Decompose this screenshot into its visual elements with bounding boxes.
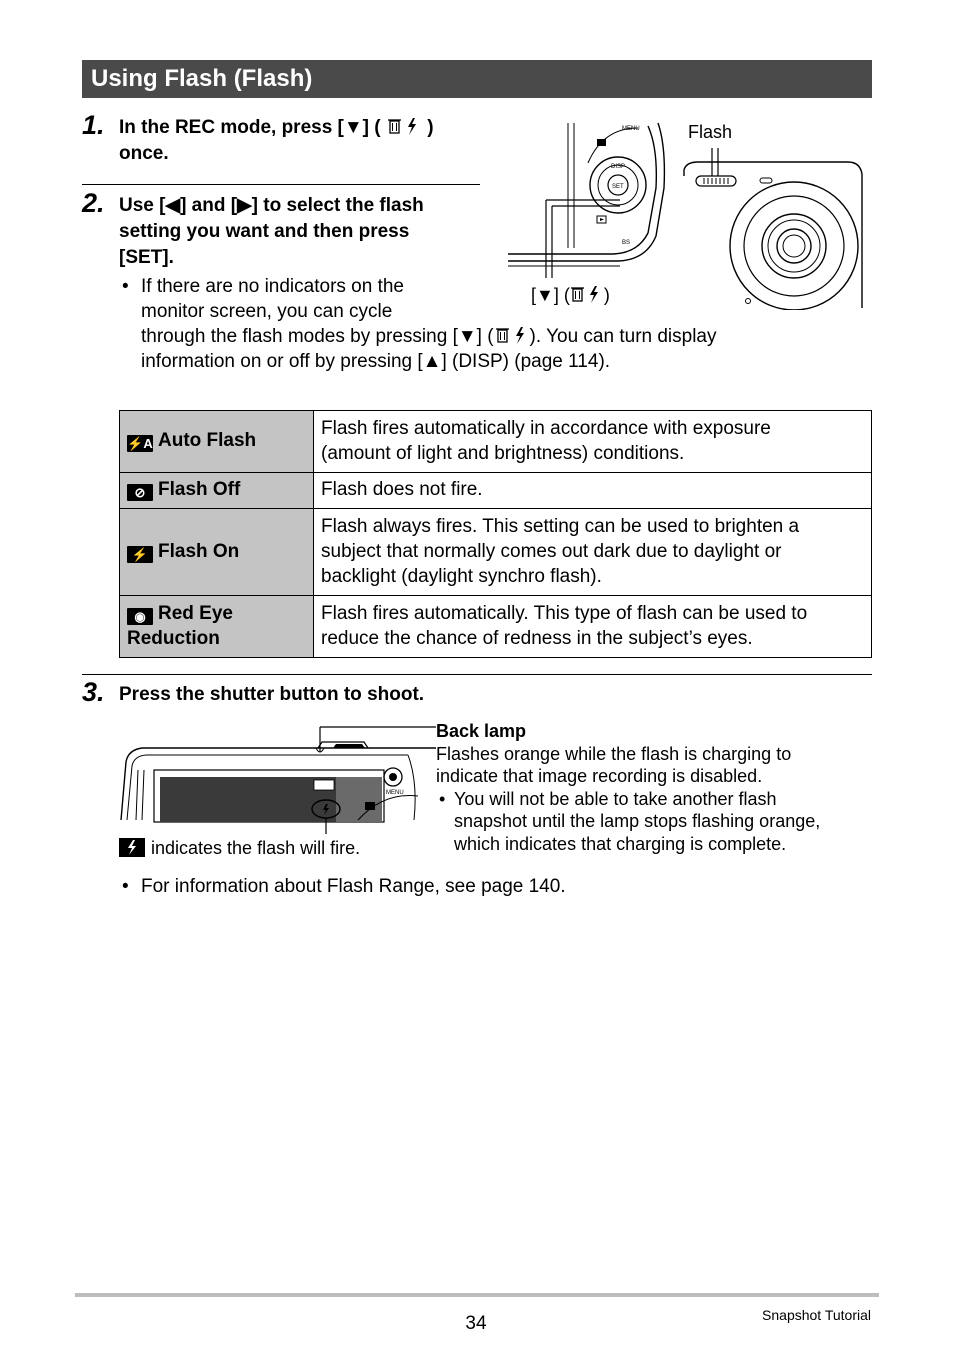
mode-label-cell xyxy=(120,473,314,509)
mode-description-line: subject that normally comes out dark due to daylight or xyxy=(321,540,782,562)
step-2-line: setting you want and then press xyxy=(119,221,410,242)
note-line3-a: through the flash modes by pressing [▼] ( xyxy=(141,326,494,347)
table-row xyxy=(120,596,872,658)
note-line: information on or off by pressing [▲] (DISP) (page 114). xyxy=(141,351,611,372)
indicator-caption: indicates the flash will fire. xyxy=(151,838,361,858)
section-title: Using Flash (Flash) xyxy=(91,65,313,92)
menu-mark: MENU xyxy=(622,126,640,132)
step-divider xyxy=(82,674,872,675)
camera-back-illustration xyxy=(118,722,438,834)
flash-off-icon: ⊘ xyxy=(127,484,153,501)
back-lamp-bullet-line: You will not be able to take another flash xyxy=(454,788,777,809)
mode-description-cell xyxy=(314,596,872,658)
mode-description-cell xyxy=(314,473,872,509)
step-1-text-a: In the REC mode, press [▼] ( xyxy=(119,117,381,138)
mode-description-line: Flash does not fire. xyxy=(321,479,483,500)
step-2-line: [SET]. xyxy=(119,247,174,268)
step-1-text xyxy=(119,115,489,141)
step-2-text xyxy=(119,193,489,271)
mode-label-cell xyxy=(120,411,314,473)
down-button-label-b: ) xyxy=(603,285,610,305)
mode-description-line: Flash fires automatically in accordance with exposure xyxy=(321,417,771,439)
step-1-number: 1. xyxy=(82,110,105,140)
footer-rule xyxy=(75,1293,879,1297)
footer-section: Snapshot Tutorial xyxy=(762,1307,871,1323)
trash-flash-icon xyxy=(386,116,422,136)
note-line xyxy=(141,324,801,349)
step-2-number: 2. xyxy=(82,188,105,218)
section-title-bar xyxy=(82,60,872,98)
note-bullet: • xyxy=(122,876,129,897)
step-3-number: 3. xyxy=(82,677,105,707)
step-1-text-b: ) xyxy=(427,117,434,138)
note-line: monitor screen, you can cycle xyxy=(141,301,393,322)
mode-label: Flash On xyxy=(158,540,240,562)
bs-mark: BS xyxy=(622,240,631,246)
back-lamp-bullet-line: which indicates that charging is complete. xyxy=(454,833,787,854)
mode-label: Auto Flash xyxy=(158,430,257,451)
mode-label: Flash Off xyxy=(158,479,241,500)
trash-flash-icon xyxy=(494,325,530,345)
down-button-label xyxy=(531,284,610,306)
mode-description-line: Flash always fires. This setting can be used to brighten a xyxy=(321,515,800,537)
step-divider xyxy=(82,184,480,185)
flash-label: Flash xyxy=(688,122,733,142)
mode-description-line: Flash fires automatically. This type of flash can be used to xyxy=(321,602,808,624)
camera-figure xyxy=(508,118,872,310)
page-number: 34 xyxy=(465,1313,487,1334)
mode-label: Reduction xyxy=(127,627,220,649)
mode-description-cell xyxy=(314,411,872,473)
step-3-text: Press the shutter button to shoot. xyxy=(119,684,425,705)
back-lamp-bullet-line: snapshot until the lamp stops flashing orange, xyxy=(454,811,821,831)
back-lamp-figure xyxy=(118,722,438,834)
flash-auto-icon: ⚡A xyxy=(127,436,153,451)
back-lamp-bullet xyxy=(436,788,876,856)
table-row xyxy=(120,411,872,473)
table-row xyxy=(120,473,872,509)
flash-on-icon: ⚡ xyxy=(127,546,153,563)
flash-modes-table xyxy=(119,410,872,658)
step-1-text-c: once. xyxy=(119,143,169,164)
note-line: If there are no indicators on the xyxy=(141,276,404,297)
table-row xyxy=(120,509,872,596)
final-note: For information about Flash Range, see page 140. xyxy=(141,876,566,897)
menu-mark: MENU xyxy=(386,790,404,796)
back-lamp-line: indicate that image recording is disabled. xyxy=(436,766,763,786)
mode-label-cell xyxy=(120,509,314,596)
mode-description-line: (amount of light and brightness) conditions. xyxy=(321,442,685,464)
mode-description-cell xyxy=(314,509,872,596)
indicator-caption-row xyxy=(119,838,360,859)
camera-illustration xyxy=(508,118,872,310)
disp-mark: DISP xyxy=(611,164,626,170)
mode-description-line: reduce the chance of redness in the subject’s eyes. xyxy=(321,627,753,649)
red-eye-icon: ◉ xyxy=(127,608,153,625)
note-bullet: • xyxy=(122,276,129,297)
back-lamp-callout xyxy=(436,720,876,855)
mode-label: Red Eye xyxy=(158,602,233,624)
mode-label-cell xyxy=(120,596,314,658)
flash-on-icon xyxy=(119,838,145,857)
back-lamp-line: Flashes orange while the flash is charging to xyxy=(436,743,792,764)
back-lamp-title: Back lamp xyxy=(436,721,527,741)
bullet-mark: • xyxy=(439,788,446,809)
step-2-line: Use [◀] and [▶] to select the flash xyxy=(119,195,424,216)
note-line3-b: ). You can turn display xyxy=(529,326,717,347)
set-mark: SET xyxy=(612,184,624,190)
trash-flash-icon xyxy=(570,284,604,304)
down-button-label-a: [▼] ( xyxy=(531,285,570,305)
mode-description-line: backlight (daylight synchro flash). xyxy=(321,565,602,587)
